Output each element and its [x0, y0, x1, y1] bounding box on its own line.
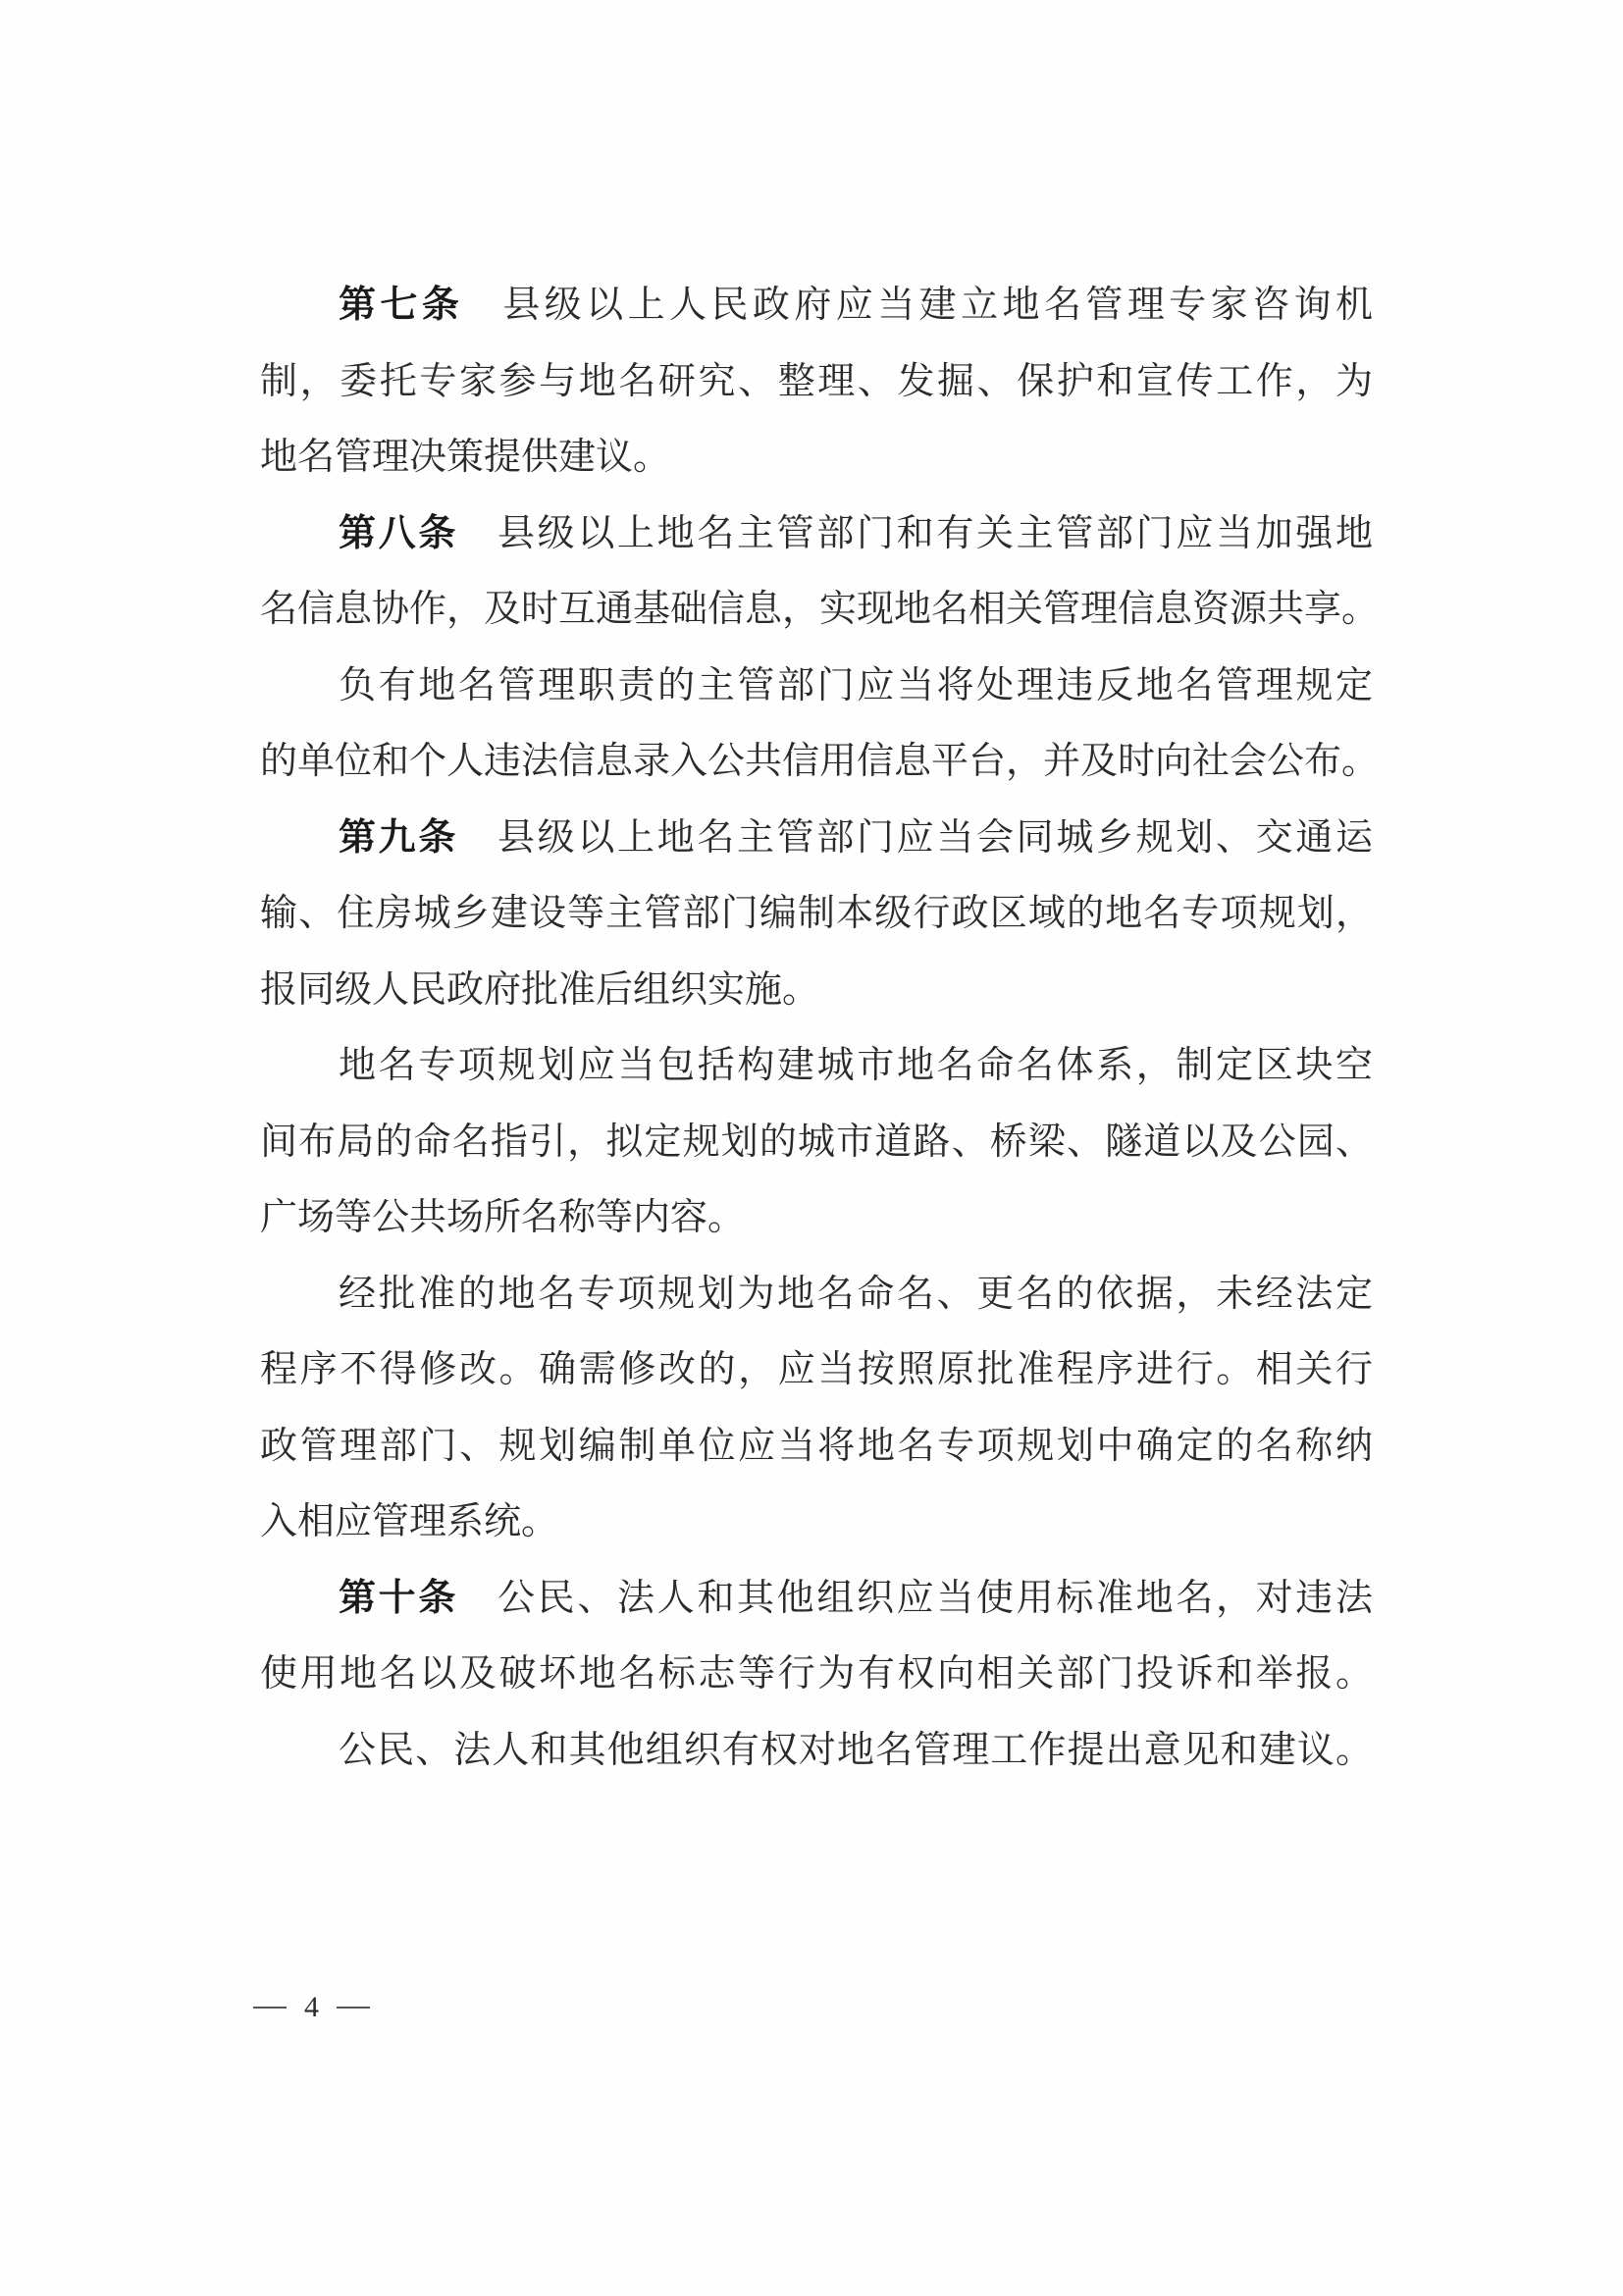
- page-number-value: 4: [304, 1991, 319, 2023]
- article-10-line-2: 使用地名以及破坏地名标志等行为有权向相关部门投诉和举报。: [260, 1651, 1373, 1695]
- article-9-para-3-line-1: 经批准的地名专项规划为地名命名、更名的依据，未经法定: [339, 1271, 1373, 1315]
- article-9-para-3-line-3: 政管理部门、规划编制单位应当将地名专项规划中确定的名称纳: [260, 1423, 1373, 1467]
- article-8-line-1: 第八条 县级以上地名主管部门和有关主管部门应当加强地: [339, 510, 1373, 554]
- article-9-para-2-line-3: 广场等公共场所名称等内容。: [260, 1195, 746, 1238]
- article-heading: 第七条: [339, 283, 464, 326]
- dash-left: [253, 2007, 287, 2009]
- article-9-para-3-line-4: 入相应管理系统。: [260, 1499, 559, 1542]
- article-7-line-3: 地名管理决策提供建议。: [260, 435, 671, 478]
- article-9-line-3: 报同级人民政府批准后组织实施。: [260, 966, 820, 1011]
- article-heading: 第八条: [339, 510, 458, 554]
- article-9-para-3-line-2: 程序不得修改。确需修改的，应当按照原批准程序进行。相关行: [260, 1347, 1373, 1390]
- document-body: [260, 267, 1380, 1788]
- page-number: [253, 1984, 370, 2031]
- article-9-para-2-line-1: 地名专项规划应当包括构建城市地名命名体系，制定区块空: [339, 1043, 1373, 1086]
- article-8-para-2-line-1: 负有地名管理职责的主管部门应当将处理违反地名管理规定: [339, 662, 1373, 706]
- article-9-line-1: 第九条 县级以上地名主管部门应当会同城乡规划、交通运: [339, 814, 1373, 859]
- article-10-para-2-line-1: 公民、法人和其他组织有权对地名管理工作提出意见和建议。: [339, 1727, 1373, 1771]
- dash-right: [337, 2007, 370, 2009]
- article-9-para-2-line-2: 间布局的命名指引，拟定规划的城市道路、桥梁、隧道以及公园、: [260, 1119, 1373, 1163]
- article-10-line-1: 第十条 公民、法人和其他组织应当使用标准地名，对违法: [339, 1575, 1373, 1619]
- article-heading: 第十条: [339, 1575, 458, 1619]
- article-7-line-2: 制，委托专家参与地名研究、整理、发掘、保护和宣传工作，为: [260, 358, 1373, 402]
- article-9-line-2: 输、住房城乡建设等主管部门编制本级行政区域的地名专项规划，: [260, 891, 1373, 934]
- article-heading: 第九条: [339, 814, 458, 859]
- article-7-line-1: 第七条 县级以上人民政府应当建立地名管理专家咨询机: [339, 283, 1373, 326]
- article-8-para-2-line-2: 的单位和个人违法信息录入公共信用信息平台，并及时向社会公布。: [260, 739, 1380, 782]
- article-8-line-2: 名信息协作，及时互通基础信息，实现地名相关管理信息资源共享。: [260, 587, 1380, 630]
